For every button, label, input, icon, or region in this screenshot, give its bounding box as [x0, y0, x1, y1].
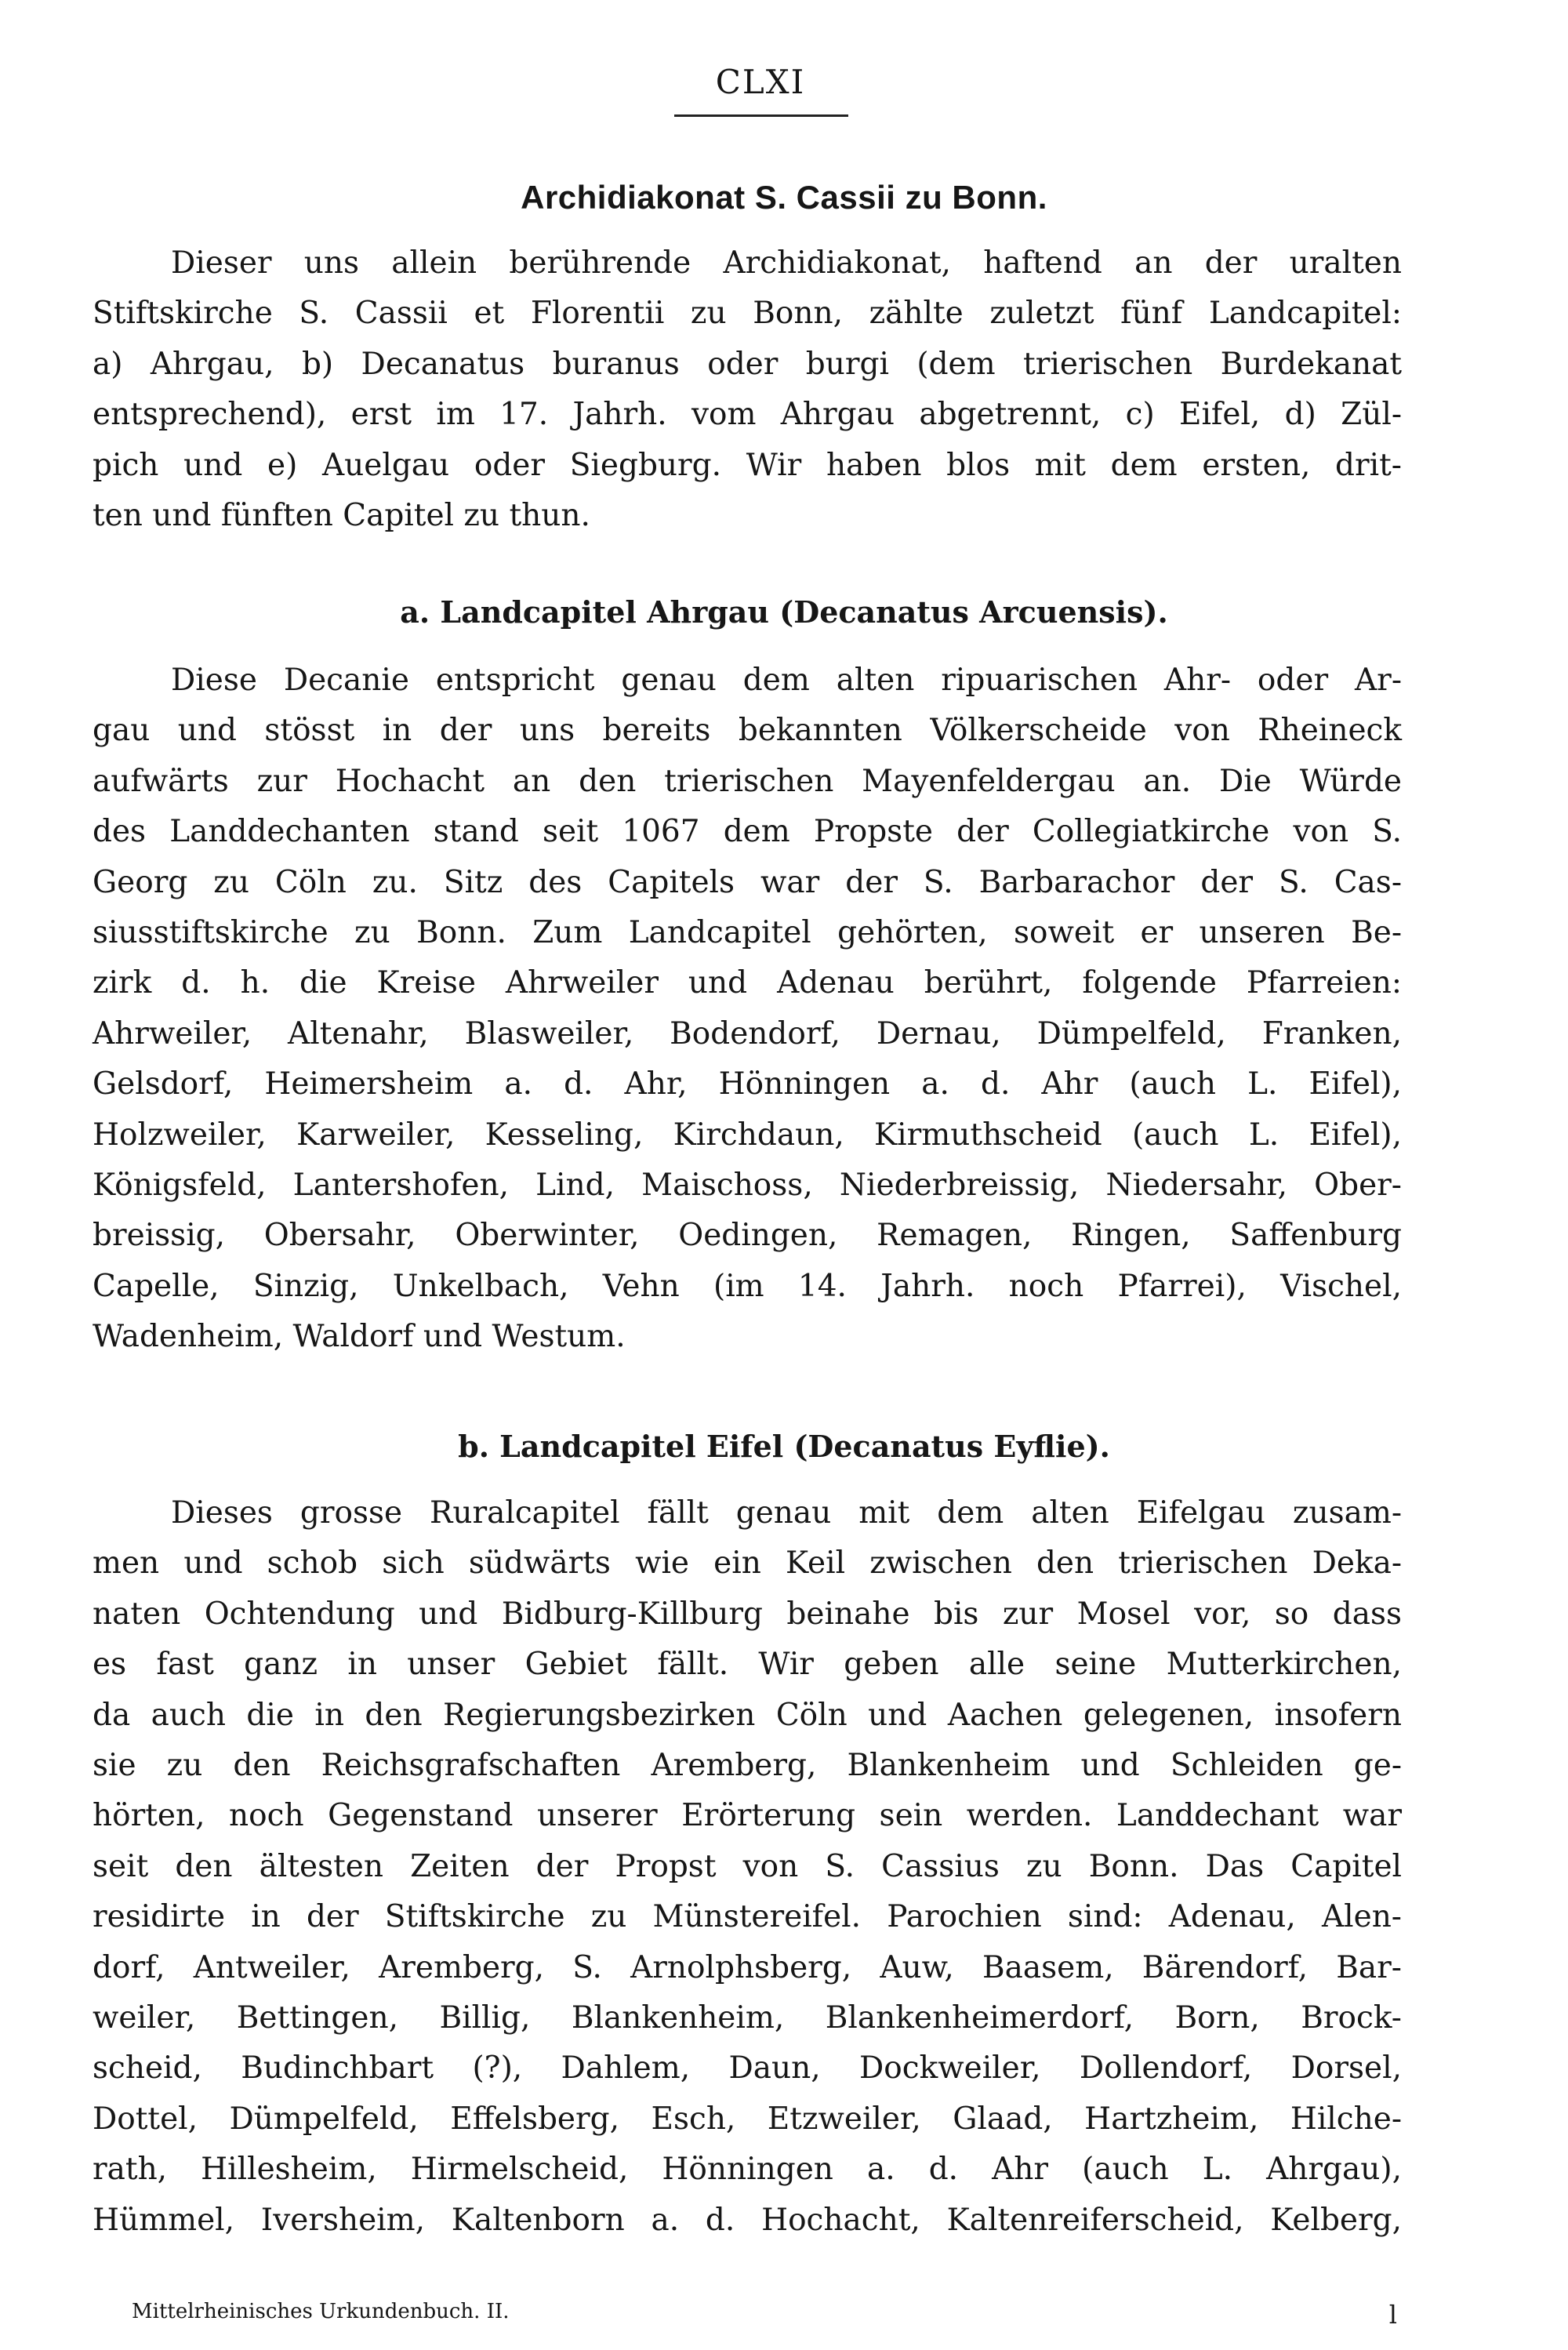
text-line: sie zu den Reichsgrafschaften Aremberg, Blankenheim und Schleiden ge-	[93, 1748, 1402, 1784]
page-number: CLXI	[715, 63, 806, 101]
text-line: Dottel, Dümpelfeld, Effelsberg, Esch, Etzweiler, Glaad, Hartzheim, Hilche-	[93, 2101, 1402, 2137]
text-line: Holzweiler, Karweiler, Kesseling, Kirchdaun, Kirmuthscheid (auch L. Eifel),	[93, 1117, 1402, 1153]
text-line: pich und e) Auelgau oder Siegburg. Wir haben blos mit dem ersten, drit-	[93, 447, 1402, 483]
text-line: des Landdechanten stand seit 1067 dem Propste der Collegiatkirche von S.	[93, 814, 1402, 850]
text-line: Dieses grosse Ruralcapitel fällt genau mit dem alten Eifelgau zusam-	[171, 1495, 1402, 1531]
page-number-rule	[674, 114, 848, 117]
text-line: rath, Hillesheim, Hirmelscheid, Hönningen a. d. Ahr (auch L. Ahrgau),	[93, 2152, 1402, 2188]
section-title: Archidiakonat S. Cassii zu Bonn.	[521, 179, 1047, 216]
text-line: seit den ältesten Zeiten der Propst von S. Cassius zu Bonn. Das Capitel	[93, 1848, 1402, 1884]
text-line: scheid, Budinchbart (?), Dahlem, Daun, Dockweiler, Dollendorf, Dorsel,	[93, 2050, 1402, 2087]
footer-signature-title: Mittelrheinisches Urkundenbuch. II.	[132, 2300, 510, 2323]
text-line: gau und stösst in der uns bereits bekannten Völkerscheide von Rheineck	[93, 713, 1402, 749]
text-line: Stiftskirche S. Cassii et Florentii zu Bonn, zählte zuletzt fünf Landcapitel:	[93, 296, 1402, 332]
text-line: Hümmel, Iversheim, Kaltenborn a. d. Hochacht, Kaltenreiferscheid, Kelberg,	[93, 2202, 1402, 2238]
text-line: men und schob sich südwärts wie ein Keil zwischen den trierischen Deka-	[93, 1545, 1402, 1582]
intro-paragraph	[93, 238, 1402, 541]
text-line: Königsfeld, Lantershofen, Lind, Maischoss, Niederbreissig, Niedersahr, Ober-	[93, 1168, 1402, 1204]
text-line: ten und fünften Capitel zu thun.	[93, 498, 590, 534]
heading-landcapitel-eifel: b. Landcapitel Eifel (Decanatus Eyflie).	[458, 1429, 1110, 1464]
text-line: Wadenheim, Waldorf und Westum.	[93, 1319, 626, 1355]
text-line: Ahrweiler, Altenahr, Blasweiler, Bodendorf, Dernau, Dümpelfeld, Franken,	[93, 1015, 1402, 1052]
text-line: Dieser uns allein berührende Archidiakonat, haftend an der uralten	[171, 245, 1402, 281]
text-line: entsprechend), erst im 17. Jahrh. vom Ahrgau abgetrennt, c) Eifel, d) Zül-	[93, 397, 1402, 433]
text-line: residirte in der Stiftskirche zu Münstereifel. Parochien sind: Adenau, Alen-	[93, 1899, 1402, 1935]
text-line: aufwärts zur Hochacht an den trierischen Mayenfeldergau an. Die Würde	[93, 763, 1402, 799]
footer-signature-mark: l	[1388, 2300, 1397, 2330]
text-line: Diese Decanie entspricht genau dem alten ripuarischen Ahr- oder Ar-	[171, 663, 1402, 698]
text-line: weiler, Bettingen, Billig, Blankenheim, Blankenheimerdorf, Born, Brock-	[93, 2000, 1402, 2036]
text-line: siusstiftskirche zu Bonn. Zum Landcapitel gehörten, soweit er unseren Be-	[93, 915, 1402, 951]
text-line: naten Ochtendung und Bidburg-Killburg beinahe bis zur Mosel vor, so dass	[93, 1596, 1402, 1632]
text-line: zirk d. h. die Kreise Ahrweiler und Adenau berührt, folgende Pfarreien:	[93, 965, 1402, 1001]
text-line: breissig, Obersahr, Oberwinter, Oedingen, Remagen, Ringen, Saffenburg	[93, 1218, 1402, 1254]
eifel-paragraph	[93, 1488, 1402, 2246]
ahrgau-paragraph	[93, 656, 1402, 1363]
text-line: es fast ganz in unser Gebiet fällt. Wir geben alle seine Mutterkirchen,	[93, 1647, 1402, 1683]
text-line: a) Ahrgau, b) Decanatus buranus oder burgi (dem trierischen Burdekanat	[93, 346, 1402, 382]
text-line: Capelle, Sinzig, Unkelbach, Vehn (im 14. Jahrh. noch Pfarrei), Vischel,	[93, 1268, 1402, 1304]
text-line: dorf, Antweiler, Aremberg, S. Arnolphsberg, Auw, Baasem, Bärendorf, Bar-	[93, 1949, 1402, 1985]
heading-landcapitel-ahrgau: a. Landcapitel Ahrgau (Decanatus Arcuensis).	[400, 594, 1168, 630]
text-line: Georg zu Cöln zu. Sitz des Capitels war der S. Barbarachor der S. Cas-	[93, 864, 1402, 900]
text-line: hörten, noch Gegenstand unserer Erörterung sein werden. Landdechant war	[93, 1798, 1402, 1834]
text-line: Gelsdorf, Heimersheim a. d. Ahr, Hönningen a. d. Ahr (auch L. Eifel),	[93, 1066, 1402, 1102]
text-line: da auch die in den Regierungsbezirken Cöln und Aachen gelegenen, insofern	[93, 1697, 1402, 1733]
